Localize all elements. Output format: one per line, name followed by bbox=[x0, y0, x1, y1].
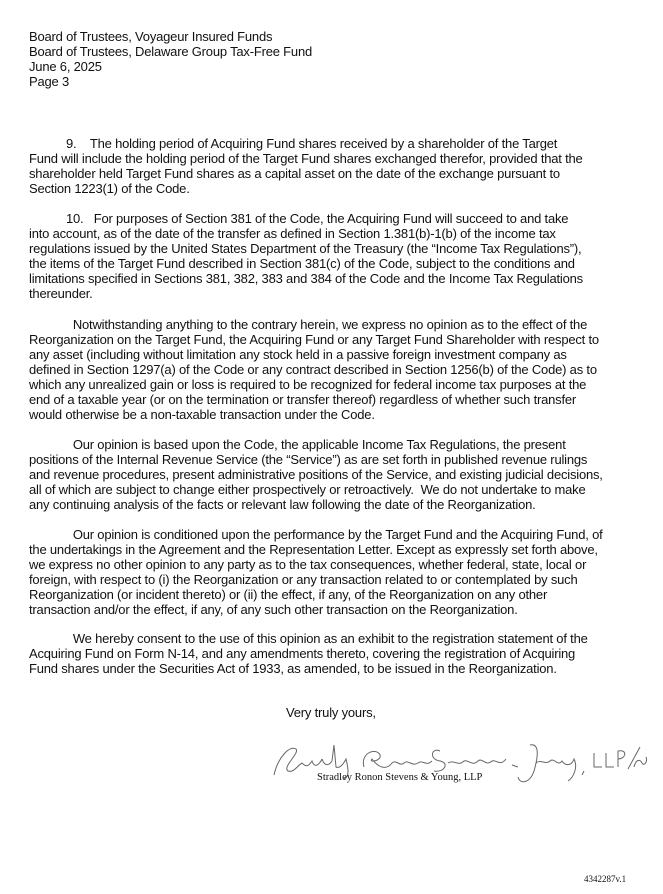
paragraph-line: thereunder. bbox=[29, 286, 93, 301]
closing-salutation: Very truly yours, bbox=[286, 705, 376, 720]
header-line: Board of Trustees, Delaware Group Tax-Free Fund bbox=[29, 44, 312, 59]
paragraph-line: end of a taxable year (or on the termination or transfer thereof) regardless of whether such transfer bbox=[29, 392, 577, 407]
letter-header bbox=[29, 29, 312, 89]
paragraph-line: Fund shares under the Securities Act of 1933, as amended, to be issued in the Reorganization. bbox=[29, 661, 557, 676]
header-line: Page 3 bbox=[29, 74, 70, 89]
paragraph-line: which any unrealized gain or loss is required to be recognized for federal income tax purposes at the bbox=[29, 377, 587, 392]
paragraph-line: Reorganization (or incident thereto) or (ii) the effect, if any, of the Reorganization on any other bbox=[29, 587, 548, 602]
paragraph-line: 10. For purposes of Section 381 of the Code, the Acquiring Fund will succeed to and take bbox=[66, 211, 569, 226]
paragraph-line: Acquiring Fund on Form N-14, and any amendments thereto, covering the registration of Acquiring bbox=[29, 646, 576, 661]
paragraph-notwithstanding bbox=[29, 317, 599, 422]
paragraph-line: and revenue procedures, present administrative positions of the Service, and existing judicial decisions, bbox=[29, 467, 603, 482]
paragraph-line: transaction and/or the effect, if any, of any such other transaction on the Reorganization. bbox=[29, 602, 518, 617]
paragraph-line: Notwithstanding anything to the contrary herein, we express no opinion as to the effect of the bbox=[66, 317, 588, 332]
paragraph-line: any asset (including without limitation any stock held in a passive foreign investment company as bbox=[29, 347, 567, 362]
paragraph-line: all of which are subject to change either prospectively or retroactively. We do not undertake to make bbox=[29, 482, 586, 497]
paragraph-line: foreign, with respect to (i) the Reorganization or any transaction related to or contemplated by such bbox=[29, 572, 578, 587]
document-id: 4342287v.1 bbox=[584, 874, 627, 884]
paragraph-line: we express no other opinion to any party as to the tax consequences, whether federal, state, local or bbox=[29, 557, 587, 572]
paragraph-line: We hereby consent to the use of this opinion as an exhibit to the registration statement of the bbox=[66, 631, 588, 646]
paragraph-line: any continuing analysis of the facts or relevant law following the date of the Reorganization. bbox=[29, 497, 536, 512]
header-line: June 6, 2025 bbox=[29, 59, 102, 74]
paragraph-line: into account, as of the date of the transfer as defined in Section 1.381(b)-1(b) of the income tax bbox=[29, 226, 556, 241]
paragraph-line: Reorganization on the Target Fund, the Acquiring Fund or any Target Fund Shareholder with respect to bbox=[29, 332, 599, 347]
paragraph-consent bbox=[29, 631, 588, 676]
paragraph-line: defined in Section 1297(a) of the Code or any contract described in Section 1256(b) of the Code) as to bbox=[29, 362, 597, 377]
paragraph-line: the items of the Target Fund described in Section 381(c) of the Code, subject to the conditions and bbox=[29, 256, 575, 271]
paragraph-line: regulations issued by the United States Department of the Treasury (the “Income Tax Regulations”), bbox=[29, 241, 582, 256]
paragraph-holding-period bbox=[29, 136, 583, 196]
paragraph-section-381 bbox=[29, 211, 583, 301]
paragraph-line: positions of the Internal Revenue Service (the “Service”) as are set forth in published revenue rulings bbox=[29, 452, 588, 467]
firm-name: Stradley Ronon Stevens & Young, LLP bbox=[317, 772, 483, 783]
paragraph-line: Section 1223(1) of the Code. bbox=[29, 181, 190, 196]
paragraph-line: Our opinion is based upon the Code, the applicable Income Tax Regulations, the present bbox=[66, 437, 566, 452]
paragraph-opinion-conditions bbox=[29, 527, 603, 617]
paragraph-line: shareholder held Target Fund shares as a capital asset on the date of the exchange pursuant to bbox=[29, 166, 560, 181]
paragraph-line: Our opinion is conditioned upon the performance by the Target Fund and the Acquiring Fund, of bbox=[66, 527, 603, 542]
paragraph-line: 9. The holding period of Acquiring Fund shares received by a shareholder of the Target bbox=[66, 136, 558, 151]
paragraph-line: Fund will include the holding period of the Target Fund shares exchanged therefor, provided that the bbox=[29, 151, 583, 166]
paragraph-line: limitations specified in Sections 381, 382, 383 and 384 of the Code and the Income Tax Regulations bbox=[29, 271, 583, 286]
paragraph-line: the undertakings in the Agreement and the Representation Letter. Except as expressly set forth above, bbox=[29, 542, 598, 557]
header-line: Board of Trustees, Voyageur Insured Funds bbox=[29, 29, 273, 44]
paragraph-opinion-basis bbox=[29, 437, 603, 512]
paragraph-line: would otherwise be a non-taxable transaction under the Code. bbox=[29, 407, 375, 422]
